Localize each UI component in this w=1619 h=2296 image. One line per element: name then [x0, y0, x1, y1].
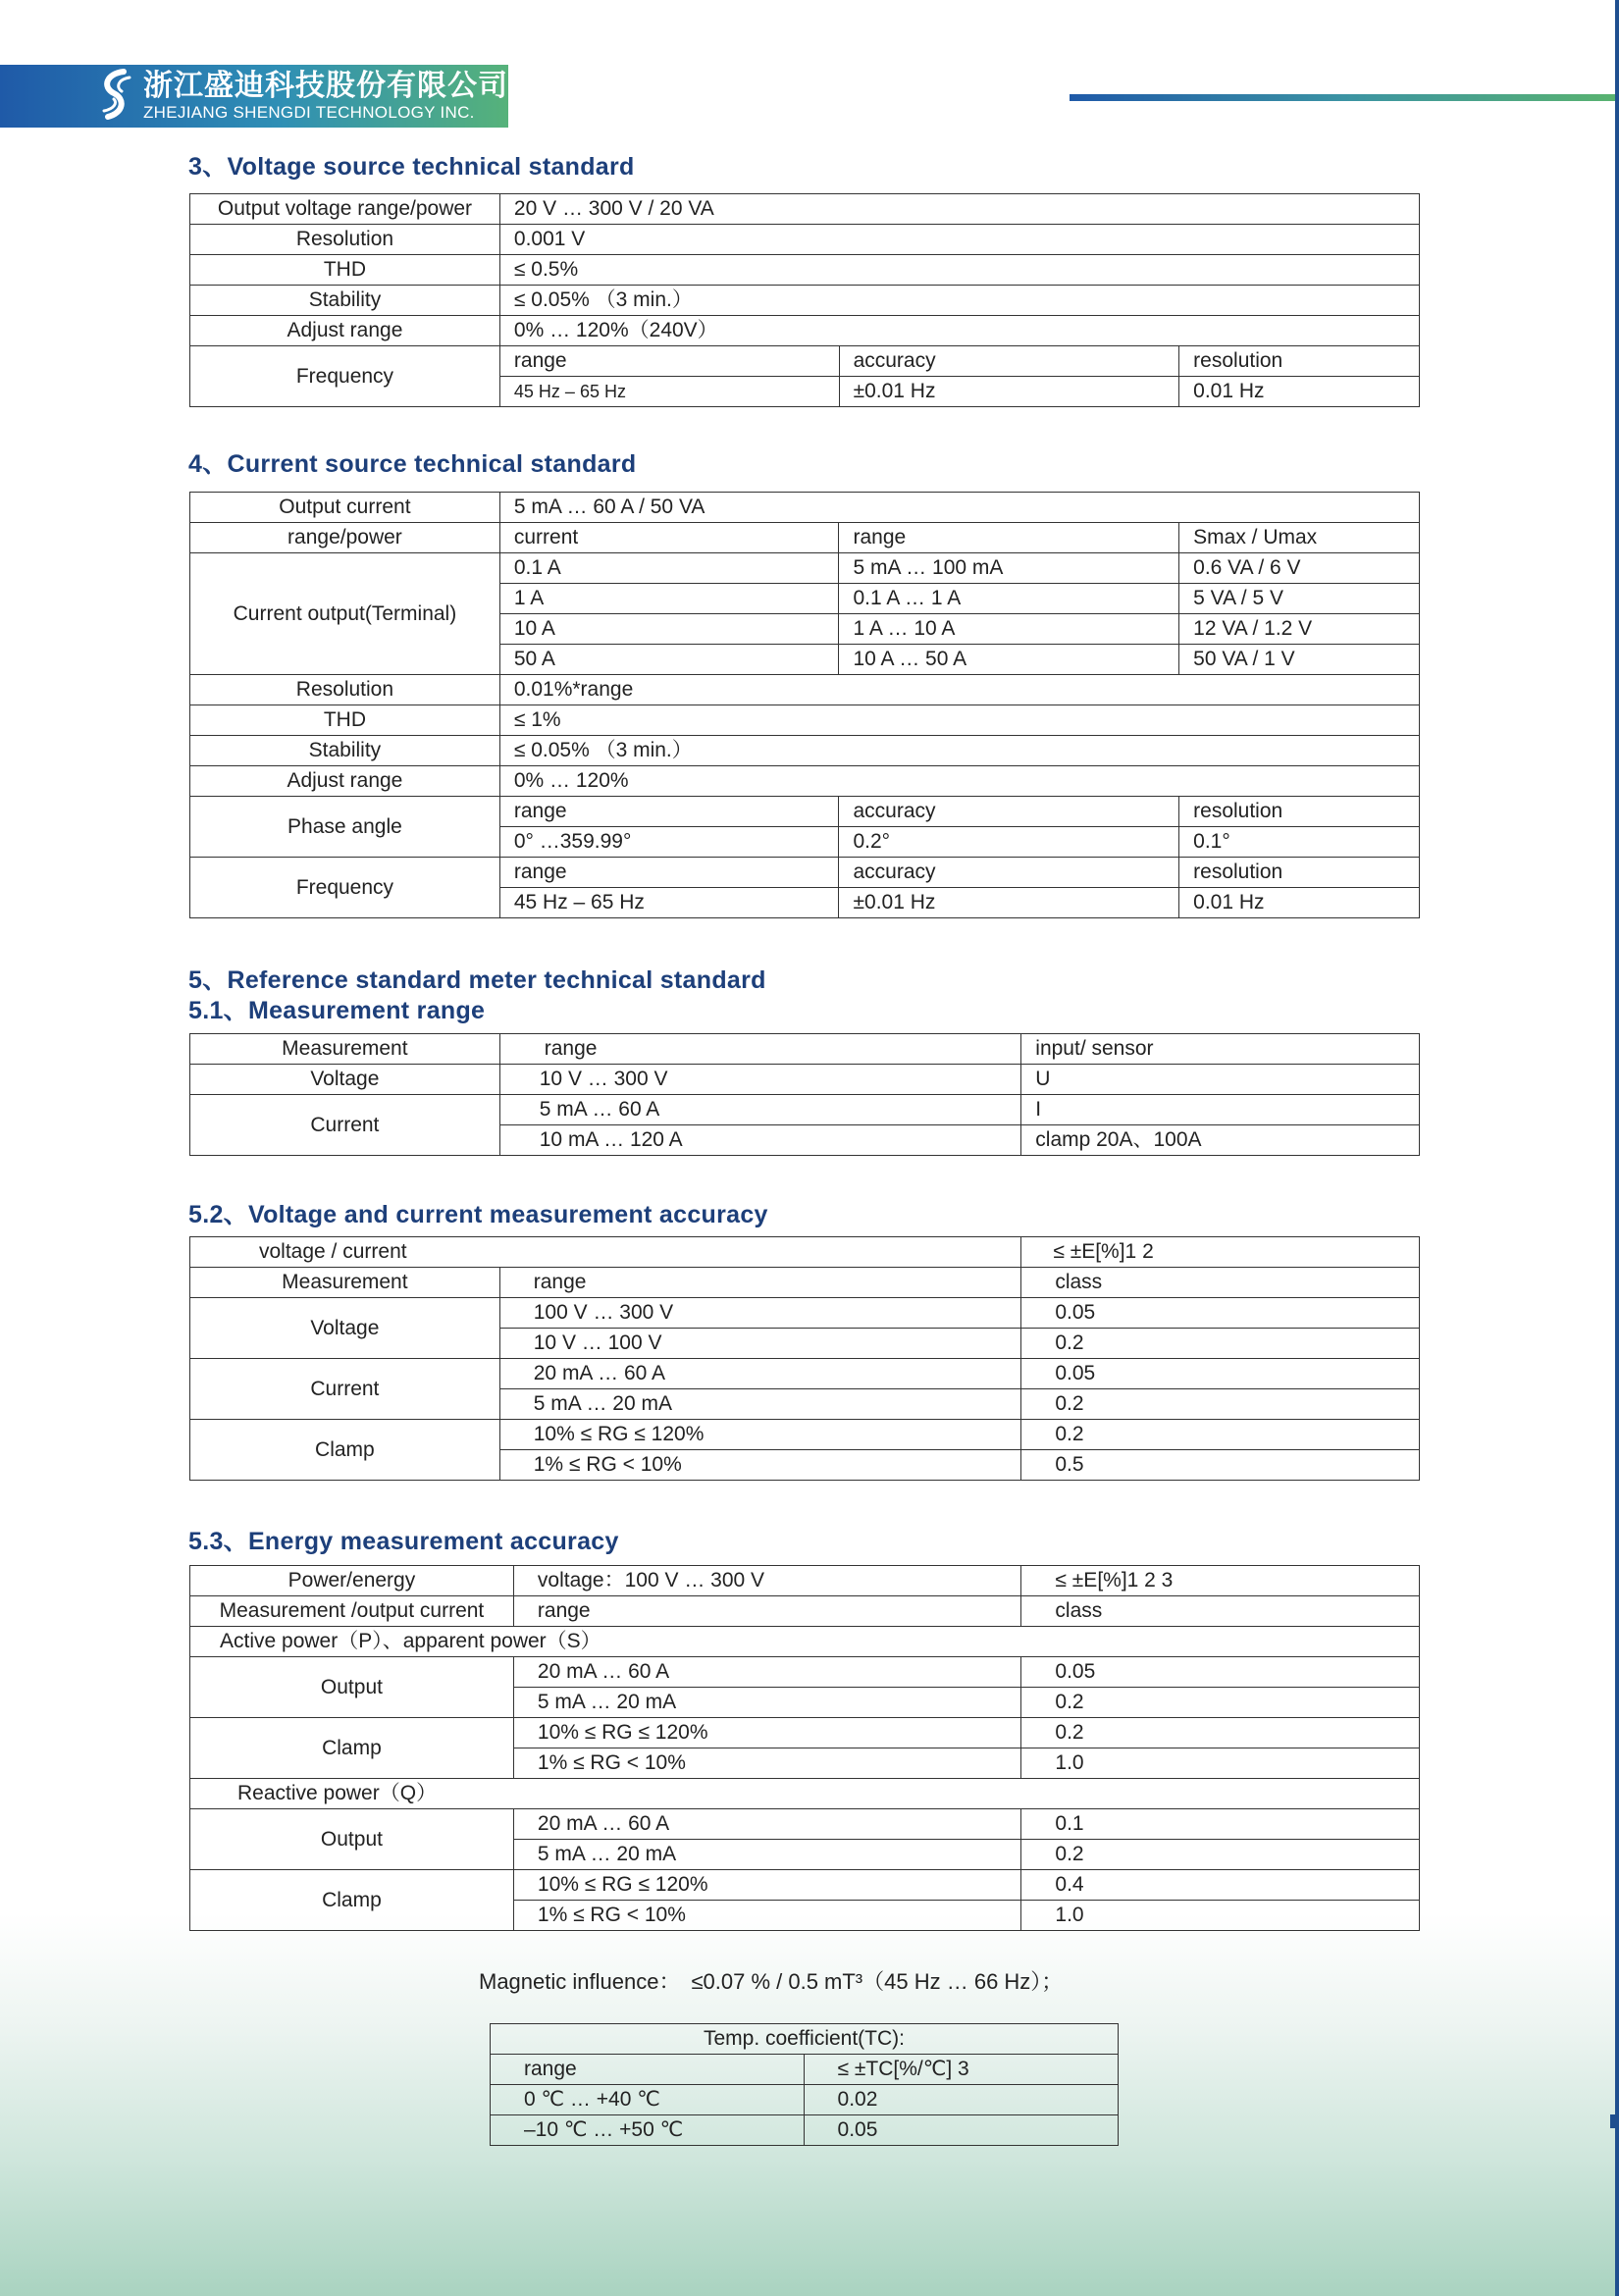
table-row: [190, 286, 1420, 316]
table-row: [190, 553, 1420, 584]
table-row: [190, 1657, 1420, 1688]
table-row: [190, 1298, 1420, 1329]
table-cell: 10 A … 50 A: [839, 645, 1179, 675]
column-header: Measurement /output current: [190, 1596, 514, 1627]
table-cell: 0.01 Hz: [1179, 377, 1420, 407]
row-label: Adjust range: [190, 766, 500, 797]
row-label: Clamp: [190, 1870, 514, 1931]
table-cell: 0.05: [1021, 1657, 1420, 1688]
table-row: [190, 858, 1420, 888]
table-cell: ±0.01 Hz: [839, 888, 1179, 918]
row-value: 20 V … 300 V / 20 VA: [499, 194, 1419, 225]
row-label: Adjust range: [190, 316, 500, 346]
company-name: [143, 72, 508, 121]
table-row: [190, 1870, 1420, 1901]
row-label: Current output(Terminal): [190, 553, 500, 675]
table-cell: 5 mA … 20 mA: [513, 1688, 1021, 1718]
column-header: range: [513, 1596, 1021, 1627]
magnetic-influence: Magnetic influence： ≤0.07 % / 0.5 mT³（45 Hz … 66 Hz）；: [479, 1969, 1064, 1994]
row-value: 5 mA … 60 A / 50 VA: [499, 493, 1419, 523]
table-cell: 12 VA / 1.2 V: [1179, 614, 1420, 645]
shengdi-logo-icon: [94, 68, 141, 125]
table-cell: 0.1 A … 1 A: [839, 584, 1179, 614]
section-3-title: 3、Voltage source technical standard: [188, 153, 635, 181]
table-cell: 10% ≤ RG ≤ 120%: [499, 1420, 1021, 1450]
column-header: resolution: [1179, 346, 1420, 377]
row-label: Output current: [190, 493, 500, 523]
section-5-2-title: 5.2、Voltage and current measurement accuracy: [188, 1201, 768, 1228]
table-cell: clamp 20A、100A: [1021, 1125, 1420, 1156]
table-cell: voltage：100 V … 300 V: [513, 1566, 1021, 1596]
column-header: current: [499, 523, 839, 553]
table-cell: 1% ≤ RG < 10%: [499, 1450, 1021, 1481]
table-row: [190, 1095, 1420, 1125]
table-cell: 45 Hz – 65 Hz: [499, 888, 839, 918]
table-row: [491, 2115, 1119, 2146]
table-cell: 0.05: [1021, 1298, 1420, 1329]
table-cell: 1.0: [1021, 1901, 1420, 1931]
column-header: accuracy: [839, 858, 1179, 888]
table-row: [190, 1268, 1420, 1298]
row-label: Stability: [190, 286, 500, 316]
row-value: ≤ 0.05% （3 min.）: [499, 736, 1419, 766]
table-cell: 45 Hz – 65 Hz: [499, 377, 839, 407]
column-header: resolution: [1179, 797, 1420, 827]
column-header: range: [499, 346, 839, 377]
column-header: class: [1021, 1268, 1420, 1298]
group-label: Active power（P）、apparent power（S）: [190, 1627, 1420, 1657]
table-row: [190, 1566, 1420, 1596]
table-cell: 1 A: [499, 584, 839, 614]
table-cell: 0.1: [1021, 1809, 1420, 1840]
table-cell: 0.2: [1021, 1718, 1420, 1748]
column-header: range: [499, 1268, 1021, 1298]
row-value: ≤ 0.5%: [499, 255, 1419, 286]
page-edge-mark: [1610, 2114, 1619, 2128]
voltage-source-table: [189, 193, 1420, 407]
table-cell: ≤ ±E[%]1 2 3: [1021, 1566, 1420, 1596]
table-row: [190, 736, 1420, 766]
table-cell: 5 mA … 20 mA: [513, 1840, 1021, 1870]
table-cell: 20 mA … 60 A: [513, 1809, 1021, 1840]
table-cell: 5 VA / 5 V: [1179, 584, 1420, 614]
table-row: [190, 194, 1420, 225]
table-cell: 1% ≤ RG < 10%: [513, 1901, 1021, 1931]
table-cell: 0.1°: [1179, 827, 1420, 858]
row-label: Output: [190, 1657, 514, 1718]
column-header: range: [491, 2055, 805, 2085]
table-cell: 50 VA / 1 V: [1179, 645, 1420, 675]
row-label: voltage / current: [190, 1237, 1021, 1268]
row-value: 0% … 120%: [499, 766, 1419, 797]
row-label: Frequency: [190, 858, 500, 918]
row-label: Clamp: [190, 1420, 500, 1481]
table-cell: 10 mA … 120 A: [499, 1125, 1021, 1156]
table-cell: 0° …359.99°: [499, 827, 839, 858]
table-cell: 0.02: [804, 2085, 1118, 2115]
row-label: Power/energy: [190, 1566, 514, 1596]
page-edge: [1615, 0, 1619, 2296]
header-divider: [1070, 94, 1619, 101]
section-4-title: 4、Current source technical standard: [188, 450, 637, 478]
column-header: class: [1021, 1596, 1420, 1627]
table-row: [190, 1237, 1420, 1268]
current-source-table: [189, 492, 1420, 918]
table-row: [491, 2024, 1119, 2055]
table-row: [190, 1596, 1420, 1627]
table-cell: 10% ≤ RG ≤ 120%: [513, 1718, 1021, 1748]
table-cell: 0.2: [1021, 1840, 1420, 1870]
table-cell: 1 A … 10 A: [839, 614, 1179, 645]
column-header: resolution: [1179, 858, 1420, 888]
company-header: [0, 65, 508, 128]
row-label: Resolution: [190, 225, 500, 255]
table-cell: 10 V … 300 V: [499, 1065, 1021, 1095]
table-cell: 0.05: [804, 2115, 1118, 2146]
table-cell: 0.2°: [839, 827, 1179, 858]
table-cell: 100 V … 300 V: [499, 1298, 1021, 1329]
table-cell: 0.4: [1021, 1870, 1420, 1901]
row-value: ≤ 0.05% （3 min.）: [499, 286, 1419, 316]
table-cell: 50 A: [499, 645, 839, 675]
table-cell: 0.2: [1021, 1329, 1420, 1359]
table-cell: 0.2: [1021, 1420, 1420, 1450]
table-cell: 20 mA … 60 A: [499, 1359, 1021, 1389]
table-row: [190, 1359, 1420, 1389]
row-label: Output voltage range/power: [190, 194, 500, 225]
row-label: Current: [190, 1095, 500, 1156]
table-row: [190, 523, 1420, 553]
table-cell: 10 A: [499, 614, 839, 645]
table-row: [190, 1809, 1420, 1840]
row-label: Output: [190, 1809, 514, 1870]
row-label: range/power: [190, 523, 500, 553]
section-5-1-title: 5.1、Measurement range: [188, 997, 486, 1024]
row-label: Stability: [190, 736, 500, 766]
table-row: [190, 675, 1420, 705]
table-cell: ±0.01 Hz: [839, 377, 1179, 407]
company-name-cn: 浙江盛迪科技股份有限公司: [143, 70, 508, 102]
row-label: THD: [190, 255, 500, 286]
table-row: [190, 225, 1420, 255]
table-row: [190, 255, 1420, 286]
table-row: [190, 1420, 1420, 1450]
table-row: [190, 797, 1420, 827]
table-row: [491, 2085, 1119, 2115]
column-header: accuracy: [839, 797, 1179, 827]
table-cell: 5 mA … 60 A: [499, 1095, 1021, 1125]
row-label: Voltage: [190, 1298, 500, 1359]
table-row: [190, 1034, 1420, 1065]
table-cell: 0 ℃ … +40 ℃: [491, 2085, 805, 2115]
column-header: input/ sensor: [1021, 1034, 1420, 1065]
section-5-3-title: 5.3、Energy measurement accuracy: [188, 1528, 619, 1555]
table-row: [190, 1779, 1420, 1809]
table-cell: U: [1021, 1065, 1420, 1095]
table-row: [190, 1065, 1420, 1095]
table-cell: 0.2: [1021, 1389, 1420, 1420]
column-header: range: [499, 1034, 1021, 1065]
temp-coefficient-table: [490, 2023, 1119, 2146]
measurement-range-table: [189, 1033, 1420, 1156]
row-value: 0% … 120%（240V）: [499, 316, 1419, 346]
row-value: 0.01%*range: [499, 675, 1419, 705]
table-cell: 0.1 A: [499, 553, 839, 584]
column-header: range: [839, 523, 1179, 553]
table-cell: 0.2: [1021, 1688, 1420, 1718]
column-header: range: [499, 858, 839, 888]
table-cell: 1% ≤ RG < 10%: [513, 1748, 1021, 1779]
table-title: Temp. coefficient(TC):: [491, 2024, 1119, 2055]
table-cell: I: [1021, 1095, 1420, 1125]
table-cell: 1.0: [1021, 1748, 1420, 1779]
row-label: Clamp: [190, 1718, 514, 1779]
table-cell: 0.01 Hz: [1179, 888, 1420, 918]
table-cell: 20 mA … 60 A: [513, 1657, 1021, 1688]
table-cell: 0.05: [1021, 1359, 1420, 1389]
row-value: ≤ 1%: [499, 705, 1419, 736]
table-cell: –10 ℃ … +50 ℃: [491, 2115, 805, 2146]
table-cell: ≤ ±E[%]1 2: [1021, 1237, 1420, 1268]
row-label: Current: [190, 1359, 500, 1420]
table-row: [190, 346, 1420, 377]
table-row: [190, 493, 1420, 523]
row-label: THD: [190, 705, 500, 736]
table-cell: 0.6 VA / 6 V: [1179, 553, 1420, 584]
table-cell: 5 mA … 20 mA: [499, 1389, 1021, 1420]
table-cell: 10% ≤ RG ≤ 120%: [513, 1870, 1021, 1901]
row-label: Phase angle: [190, 797, 500, 858]
company-name-en: ZHEJIANG SHENGDI TECHNOLOGY INC.: [143, 103, 475, 122]
measurement-accuracy-table: [189, 1236, 1420, 1481]
row-label: Voltage: [190, 1065, 500, 1095]
group-label: Reactive power（Q）: [190, 1779, 1420, 1809]
table-row: [491, 2055, 1119, 2085]
row-value: 0.001 V: [499, 225, 1419, 255]
column-header: Measurement: [190, 1268, 500, 1298]
table-row: [190, 316, 1420, 346]
table-row: [190, 1718, 1420, 1748]
table-row: [190, 1627, 1420, 1657]
section-5-title: 5、Reference standard meter technical standard: [188, 966, 766, 994]
energy-accuracy-table: [189, 1565, 1420, 1931]
table-cell: 0.5: [1021, 1450, 1420, 1481]
row-label: Resolution: [190, 675, 500, 705]
table-row: [190, 766, 1420, 797]
column-header: range: [499, 797, 839, 827]
row-label: Frequency: [190, 346, 500, 407]
table-cell: 10 V … 100 V: [499, 1329, 1021, 1359]
column-header: Smax / Umax: [1179, 523, 1420, 553]
column-header: accuracy: [839, 346, 1179, 377]
table-row: [190, 705, 1420, 736]
column-header: ≤ ±TC[%/℃] 3: [804, 2055, 1118, 2085]
column-header: Measurement: [190, 1034, 500, 1065]
table-cell: 5 mA … 100 mA: [839, 553, 1179, 584]
